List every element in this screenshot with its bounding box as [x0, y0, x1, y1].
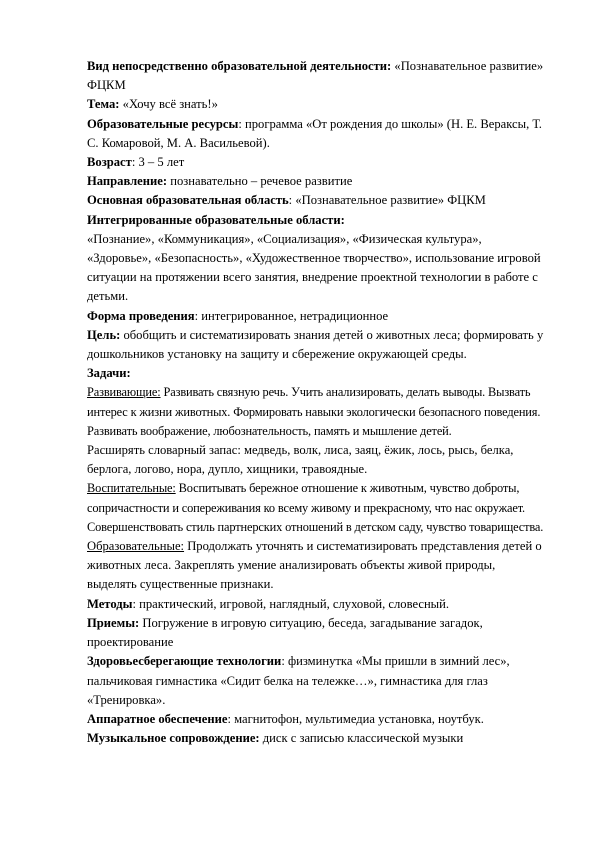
- resources-label: Образовательные ресурсы: [87, 116, 239, 131]
- educational-row: [87, 537, 547, 595]
- educative-label: Воспитательные:: [87, 481, 176, 496]
- resources-row: [87, 115, 547, 153]
- music-label: Музыкальное сопровождение:: [87, 731, 260, 746]
- hardware-value: : магнитофон, мультимедиа установка, ноутбук.: [227, 711, 484, 726]
- educational-value: Продолжать уточнять и систематизировать представления детей о животных леса. Закреплять умение анализировать объекты живой природы, выделять существенные признаки.: [87, 539, 542, 592]
- health-label: Здоровьесберегающие технологии: [87, 654, 282, 669]
- health-value: : физминутка «Мы пришли в зимний лес», пальчиковая гимнастика «Сидит белка на тележке…», гимнастика для глаз «Тренировка».: [87, 654, 510, 707]
- integrated-value: «Познание», «Коммуникация», «Социализация», «Физическая культура», «Здоровье», «Безопасность», «Художественное творчество», использование игровой ситуации на протяжении всего занятия, внедрение проектной технологии в работе с детьми.: [87, 231, 541, 304]
- educative-value: Воспитывать бережное отношение к животным, чувство доброты, сопричастности и сопереживания ко всему живому и прекрасному, что нас окружает. Совершенствовать стиль партнерских отношений в детском саду, чувство товарищества.: [87, 481, 544, 534]
- developing-value: Развивать связную речь. Учить анализировать, делать выводы. Вызвать интерес к жизни животных. Формировать навыки экологически безопасного поведения. Развивать воображение, любознательность, память и мышление детей.: [87, 385, 541, 438]
- methods-label: Методы: [87, 596, 133, 611]
- main-area-value: : «Познавательное развитие» ФЦКМ: [288, 193, 486, 208]
- activity-row: [87, 57, 547, 95]
- activity-value: «Познавательное развитие» ФЦКМ: [87, 59, 544, 93]
- health-row: [87, 652, 547, 710]
- vocabulary-row: [87, 441, 547, 479]
- goal-row: [87, 326, 547, 364]
- developing-row: [87, 383, 547, 441]
- methods-row: [87, 595, 547, 614]
- developing-label: Развивающие:: [87, 385, 161, 400]
- educational-label: Образовательные:: [87, 539, 185, 554]
- integrated-label: Интегрированные образовательные области:: [87, 212, 345, 227]
- goal-label: Цель:: [87, 327, 121, 342]
- activity-label: Вид непосредственно образовательной деятельности:: [87, 59, 392, 73]
- document-page: [87, 57, 547, 748]
- theme-row: [87, 95, 547, 114]
- main-area-label: Основная образовательная область: [87, 193, 289, 208]
- age-row: [87, 153, 547, 172]
- techniques-row: [87, 614, 547, 652]
- direction-value: познавательно – речевое развитие: [167, 174, 353, 189]
- direction-row: [87, 172, 547, 191]
- hardware-row: [87, 710, 547, 729]
- vocabulary-value: медведь, волк, лиса, заяц, ёжик, лось, рысь, белка, берлога, логово, нора, дупло, хищники, травоядные.: [87, 443, 514, 477]
- techniques-label: Приемы:: [87, 615, 140, 630]
- main-area-row: [87, 191, 547, 210]
- music-row: [87, 729, 547, 748]
- hardware-label: Аппаратное обеспечение: [87, 711, 228, 726]
- form-label: Форма проведения: [87, 308, 195, 323]
- form-value: : интегрированное, нетрадиционное: [194, 308, 389, 323]
- techniques-value: Погружение в игровую ситуацию, беседа, загадывание загадок, проектирование: [87, 615, 483, 650]
- age-label: Возраст: [87, 155, 132, 170]
- age-value: : 3 – 5 лет: [131, 155, 185, 170]
- educative-row: [87, 479, 547, 537]
- methods-value: : практический, игровой, наглядный, слуховой, словесный.: [132, 596, 450, 611]
- form-row: [87, 307, 547, 326]
- goal-value: обобщить и систематизировать знания детей о животных леса; формировать у дошкольников установку на защиту и сбережение окружающей среды.: [87, 327, 544, 362]
- theme-value: «Хочу всё знать!»: [119, 97, 218, 112]
- direction-label: Направление:: [87, 174, 168, 189]
- resources-value: : программа «От рождения до школы» (Н. Е. Вераксы, Т. С. Комаровой, М. А. Васильевой).: [87, 116, 542, 150]
- vocabulary-label: Расширять словарный запас:: [87, 443, 241, 458]
- tasks-heading: Задачи:: [87, 366, 131, 381]
- theme-label: Тема:: [87, 97, 120, 112]
- music-value: диск с записью классической музыки: [259, 731, 464, 746]
